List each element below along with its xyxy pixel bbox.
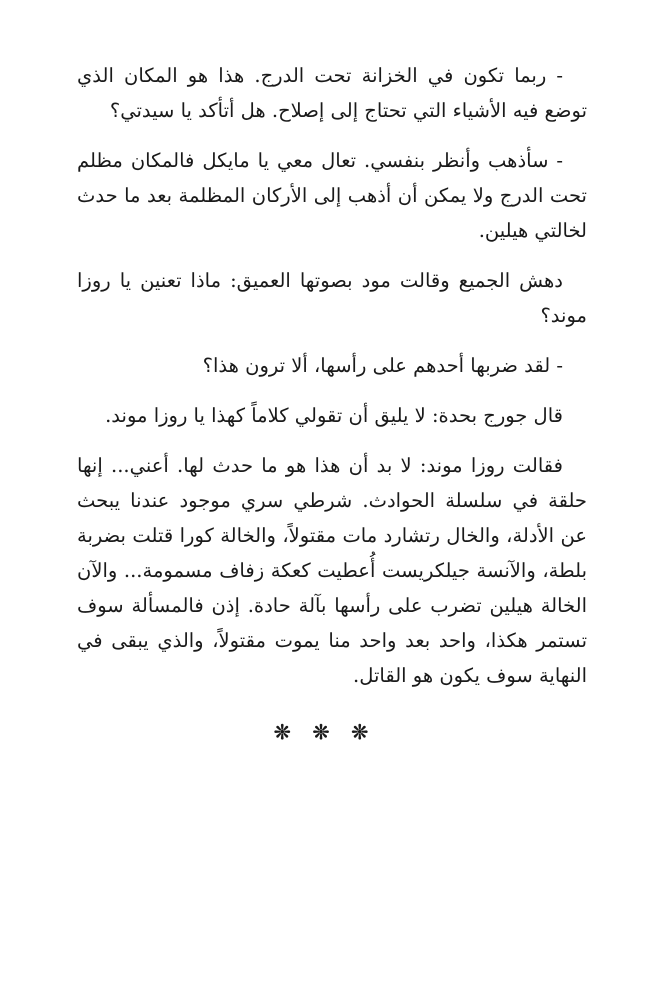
section-separator: ❊❊❊ — [273, 720, 391, 744]
book-page — [77, 58, 587, 750]
paragraph-1: - ربما تكون في الخزانة تحت الدرج. هذا هو المكان الذي توضع فيه الأشياء التي تحتاج إلى إصلاح. هل أتأكد يا سيدتي؟ — [77, 64, 587, 122]
paragraph-6: فقالت روزا موند: لا بد أن هذا هو ما حدث لها. أعني... إنها حلقة في سلسلة الحوادث. شرطي سري موجود عندنا يبحث عن الأدلة، والخال رتشارد مات مقتولاً، والخالة كورا قتلت بضربة بلطة، والآنسة جيلكريست أُعطيت كعكة زفاف مسمومة... والآن الخالة هيلين تضرب على رأسها بآلة حادة. إذن فالمسألة سوف تستمر هكذا، واحد بعد واحد منا يموت مقتولاً، والذي يبقى في النهاية سوف يكون هو القاتل. — [77, 454, 587, 687]
paragraph-4: - لقد ضربها أحدهم على رأسها، ألا ترون هذا؟ — [202, 354, 563, 377]
paragraph-3: دهش الجميع وقالت مود بصوتها العميق: ماذا تعنين يا روزا موند؟ — [77, 269, 587, 327]
paragraph-5: قال جورج بحدة: لا يليق أن تقولي كلاماً كهذا يا روزا موند. — [105, 404, 563, 427]
paragraph-2: - سأذهب وأنظر بنفسي. تعال معي يا مايكل فالمكان مظلم تحت الدرج ولا يمكن أن أذهب إلى الأركان المظلمة بعد ما حدث لخالتي هيلين. — [77, 149, 587, 242]
